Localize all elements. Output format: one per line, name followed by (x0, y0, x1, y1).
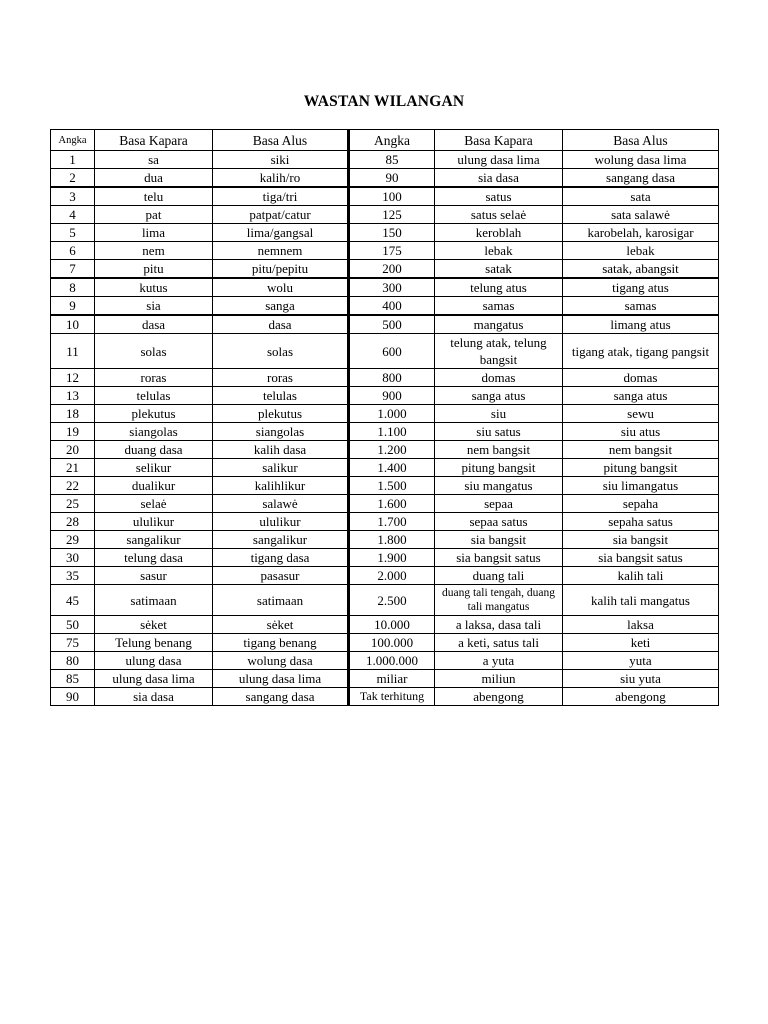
cell-basa-kapara-left: sia (95, 297, 213, 316)
cell-angka-left: 29 (51, 531, 95, 549)
cell-angka-right: Tak terhitung (349, 688, 435, 706)
cell-basa-alus-right: limang atus (563, 315, 719, 334)
cell-angka-right: 1.100 (349, 423, 435, 441)
cell-basa-kapara-left: telulas (95, 387, 213, 405)
cell-basa-alus-left: kalihlikur (213, 477, 349, 495)
cell-basa-alus-left: sangalikur (213, 531, 349, 549)
cell-angka-left: 5 (51, 224, 95, 242)
cell-angka-left: 28 (51, 513, 95, 531)
cell-angka-right: 10.000 (349, 616, 435, 634)
cell-basa-kapara-left: satimaan (95, 585, 213, 616)
table-row (51, 652, 719, 670)
cell-basa-kapara-left: telung dasa (95, 549, 213, 567)
cell-basa-alus-left: ululikur (213, 513, 349, 531)
cell-angka-right: 800 (349, 369, 435, 387)
cell-angka-left: 30 (51, 549, 95, 567)
cell-basa-alus-left: ulung dasa lima (213, 670, 349, 688)
number-names-table (50, 129, 719, 706)
cell-basa-kapara-right: satus selaė (435, 206, 563, 224)
cell-angka-left: 3 (51, 187, 95, 206)
cell-basa-alus-left: wolu (213, 278, 349, 297)
cell-basa-kapara-left: sasur (95, 567, 213, 585)
cell-angka-right: 1.000.000 (349, 652, 435, 670)
cell-basa-kapara-left: kutus (95, 278, 213, 297)
cell-basa-alus-right: sepaha satus (563, 513, 719, 531)
cell-basa-kapara-right: siu (435, 405, 563, 423)
cell-basa-alus-right: siu yuta (563, 670, 719, 688)
cell-basa-alus-right: pitung bangsit (563, 459, 719, 477)
cell-basa-alus-right: sata salawė (563, 206, 719, 224)
cell-angka-right: 2.500 (349, 585, 435, 616)
cell-angka-left: 8 (51, 278, 95, 297)
cell-basa-alus-right: domas (563, 369, 719, 387)
table-row (51, 387, 719, 405)
cell-basa-kapara-left: sangalikur (95, 531, 213, 549)
cell-angka-right: 175 (349, 242, 435, 260)
cell-basa-kapara-right: telung atus (435, 278, 563, 297)
table-row (51, 206, 719, 224)
cell-basa-alus-left: tigang benang (213, 634, 349, 652)
cell-angka-left: 75 (51, 634, 95, 652)
cell-angka-right: miliar (349, 670, 435, 688)
cell-basa-alus-left: nemnem (213, 242, 349, 260)
cell-angka-left: 45 (51, 585, 95, 616)
table-row (51, 459, 719, 477)
cell-angka-right: 2.000 (349, 567, 435, 585)
cell-basa-alus-left: siangolas (213, 423, 349, 441)
cell-angka-left: 1 (51, 151, 95, 169)
cell-angka-right: 1.600 (349, 495, 435, 513)
cell-basa-alus-right: sepaha (563, 495, 719, 513)
cell-basa-kapara-left: plekutus (95, 405, 213, 423)
cell-basa-alus-left: sangang dasa (213, 688, 349, 706)
cell-angka-left: 90 (51, 688, 95, 706)
cell-basa-alus-right: siu atus (563, 423, 719, 441)
cell-angka-right: 600 (349, 334, 435, 369)
cell-basa-alus-right: kalih tali (563, 567, 719, 585)
cell-basa-kapara-right: a keti, satus tali (435, 634, 563, 652)
table-header-row (51, 130, 719, 151)
cell-basa-kapara-right: a laksa, dasa tali (435, 616, 563, 634)
cell-angka-left: 50 (51, 616, 95, 634)
cell-basa-kapara-left: siangolas (95, 423, 213, 441)
cell-basa-alus-left: siki (213, 151, 349, 169)
cell-basa-kapara-right: lebak (435, 242, 563, 260)
cell-basa-alus-left: kalih/ro (213, 169, 349, 188)
header-basa-kapara-left: Basa Kapara (95, 130, 213, 151)
cell-basa-kapara-right: siu mangatus (435, 477, 563, 495)
cell-basa-kapara-left: dasa (95, 315, 213, 334)
cell-angka-left: 2 (51, 169, 95, 188)
cell-basa-alus-right: kalih tali mangatus (563, 585, 719, 616)
table-row (51, 369, 719, 387)
cell-angka-left: 6 (51, 242, 95, 260)
header-basa-alus-right: Basa Alus (563, 130, 719, 151)
table-row (51, 405, 719, 423)
table-row (51, 315, 719, 334)
cell-basa-alus-right: sanga atus (563, 387, 719, 405)
table-row (51, 495, 719, 513)
cell-angka-right: 1.000 (349, 405, 435, 423)
cell-angka-right: 300 (349, 278, 435, 297)
cell-basa-kapara-right: domas (435, 369, 563, 387)
table-row (51, 169, 719, 188)
cell-basa-alus-left: tigang dasa (213, 549, 349, 567)
cell-basa-alus-left: lima/gangsal (213, 224, 349, 242)
cell-basa-kapara-left: pitu (95, 260, 213, 279)
cell-angka-right: 90 (349, 169, 435, 188)
table-row (51, 567, 719, 585)
cell-basa-kapara-left: duang dasa (95, 441, 213, 459)
table-row (51, 549, 719, 567)
cell-basa-kapara-left: ulung dasa (95, 652, 213, 670)
cell-basa-kapara-left: nem (95, 242, 213, 260)
cell-basa-kapara-right: duang tali (435, 567, 563, 585)
cell-angka-left: 12 (51, 369, 95, 387)
table-row (51, 278, 719, 297)
cell-basa-kapara-right: samas (435, 297, 563, 316)
cell-basa-kapara-right: pitung bangsit (435, 459, 563, 477)
cell-basa-alus-left: dasa (213, 315, 349, 334)
table-row (51, 260, 719, 279)
cell-basa-alus-right: lebak (563, 242, 719, 260)
table-row (51, 297, 719, 316)
cell-basa-kapara-left: Telung benang (95, 634, 213, 652)
cell-angka-right: 1.700 (349, 513, 435, 531)
cell-basa-alus-left: telulas (213, 387, 349, 405)
header-basa-kapara-right: Basa Kapara (435, 130, 563, 151)
table-row (51, 477, 719, 495)
table-row (51, 441, 719, 459)
cell-angka-right: 400 (349, 297, 435, 316)
cell-basa-kapara-right: a yuta (435, 652, 563, 670)
cell-basa-kapara-right: siu satus (435, 423, 563, 441)
cell-basa-kapara-right: sia bangsit satus (435, 549, 563, 567)
cell-basa-kapara-left: sa (95, 151, 213, 169)
cell-basa-alus-left: tiga/tri (213, 187, 349, 206)
cell-angka-left: 7 (51, 260, 95, 279)
cell-basa-kapara-right: satak (435, 260, 563, 279)
cell-angka-right: 900 (349, 387, 435, 405)
cell-basa-alus-right: sata (563, 187, 719, 206)
table-body (51, 151, 719, 706)
table-row (51, 513, 719, 531)
cell-angka-right: 1.800 (349, 531, 435, 549)
cell-basa-kapara-right: sanga atus (435, 387, 563, 405)
cell-basa-alus-right: sangang dasa (563, 169, 719, 188)
cell-angka-left: 18 (51, 405, 95, 423)
cell-basa-alus-left: sanga (213, 297, 349, 316)
cell-basa-alus-left: solas (213, 334, 349, 369)
cell-angka-left: 19 (51, 423, 95, 441)
cell-angka-right: 500 (349, 315, 435, 334)
cell-basa-alus-right: yuta (563, 652, 719, 670)
cell-angka-left: 85 (51, 670, 95, 688)
cell-angka-left: 25 (51, 495, 95, 513)
cell-basa-alus-right: siu limangatus (563, 477, 719, 495)
table-row (51, 670, 719, 688)
cell-basa-kapara-right: miliun (435, 670, 563, 688)
cell-angka-left: 20 (51, 441, 95, 459)
table-row (51, 334, 719, 369)
cell-angka-left: 4 (51, 206, 95, 224)
cell-angka-right: 1.400 (349, 459, 435, 477)
cell-angka-left: 21 (51, 459, 95, 477)
cell-basa-alus-right: sia bangsit satus (563, 549, 719, 567)
cell-basa-kapara-right: sia dasa (435, 169, 563, 188)
cell-angka-right: 1.200 (349, 441, 435, 459)
cell-basa-alus-right: samas (563, 297, 719, 316)
cell-basa-kapara-right: satus (435, 187, 563, 206)
table-row (51, 187, 719, 206)
cell-basa-alus-right: tigang atak, tigang pangsit (563, 334, 719, 369)
table-row (51, 634, 719, 652)
cell-basa-alus-left: wolung dasa (213, 652, 349, 670)
cell-angka-right: 100 (349, 187, 435, 206)
table-row (51, 423, 719, 441)
cell-basa-kapara-left: roras (95, 369, 213, 387)
cell-basa-kapara-right: sepaa satus (435, 513, 563, 531)
cell-basa-alus-left: kalih dasa (213, 441, 349, 459)
cell-basa-alus-right: karobelah, karosigar (563, 224, 719, 242)
cell-basa-alus-right: tigang atus (563, 278, 719, 297)
cell-basa-alus-left: pitu/pepitu (213, 260, 349, 279)
cell-angka-right: 85 (349, 151, 435, 169)
cell-basa-kapara-right: mangatus (435, 315, 563, 334)
cell-basa-alus-right: satak, abangsit (563, 260, 719, 279)
cell-basa-kapara-left: solas (95, 334, 213, 369)
cell-angka-right: 125 (349, 206, 435, 224)
cell-basa-alus-right: keti (563, 634, 719, 652)
cell-basa-kapara-left: sia dasa (95, 688, 213, 706)
cell-basa-kapara-left: selikur (95, 459, 213, 477)
cell-basa-kapara-right: duang tali tengah, duang tali mangatus (435, 585, 563, 616)
cell-basa-alus-right: wolung dasa lima (563, 151, 719, 169)
cell-basa-kapara-right: abengong (435, 688, 563, 706)
cell-basa-kapara-left: pat (95, 206, 213, 224)
cell-basa-kapara-right: sepaa (435, 495, 563, 513)
cell-angka-left: 35 (51, 567, 95, 585)
cell-basa-kapara-left: dua (95, 169, 213, 188)
cell-basa-alus-right: nem bangsit (563, 441, 719, 459)
table-row (51, 531, 719, 549)
cell-basa-alus-left: salikur (213, 459, 349, 477)
cell-angka-right: 200 (349, 260, 435, 279)
cell-angka-right: 150 (349, 224, 435, 242)
cell-basa-kapara-right: nem bangsit (435, 441, 563, 459)
cell-angka-right: 100.000 (349, 634, 435, 652)
table-row (51, 224, 719, 242)
cell-basa-kapara-left: ululikur (95, 513, 213, 531)
cell-basa-alus-left: satimaan (213, 585, 349, 616)
cell-angka-left: 10 (51, 315, 95, 334)
cell-basa-alus-right: abengong (563, 688, 719, 706)
cell-basa-kapara-left: selaė (95, 495, 213, 513)
cell-angka-left: 13 (51, 387, 95, 405)
cell-basa-kapara-left: lima (95, 224, 213, 242)
cell-angka-right: 1.900 (349, 549, 435, 567)
cell-basa-alus-right: laksa (563, 616, 719, 634)
cell-angka-left: 22 (51, 477, 95, 495)
cell-basa-alus-left: roras (213, 369, 349, 387)
cell-basa-kapara-left: sėket (95, 616, 213, 634)
cell-basa-alus-left: plekutus (213, 405, 349, 423)
table-row (51, 585, 719, 616)
cell-basa-kapara-right: telung atak, telung bangsit (435, 334, 563, 369)
header-angka-left: Angka (51, 130, 95, 151)
table-row (51, 616, 719, 634)
table-row (51, 151, 719, 169)
cell-angka-left: 9 (51, 297, 95, 316)
cell-basa-kapara-right: ulung dasa lima (435, 151, 563, 169)
cell-angka-left: 11 (51, 334, 95, 369)
cell-basa-kapara-left: ulung dasa lima (95, 670, 213, 688)
cell-basa-alus-right: sia bangsit (563, 531, 719, 549)
cell-basa-alus-left: pasasur (213, 567, 349, 585)
table-row (51, 242, 719, 260)
cell-basa-kapara-left: dualikur (95, 477, 213, 495)
cell-angka-left: 80 (51, 652, 95, 670)
cell-angka-right: 1.500 (349, 477, 435, 495)
header-basa-alus-left: Basa Alus (213, 130, 349, 151)
cell-basa-kapara-right: sia bangsit (435, 531, 563, 549)
header-angka-right: Angka (349, 130, 435, 151)
table-row (51, 688, 719, 706)
page-title: WASTAN WILANGAN (303, 93, 465, 110)
cell-basa-alus-left: sėket (213, 616, 349, 634)
cell-basa-alus-left: salawė (213, 495, 349, 513)
cell-basa-alus-right: sewu (563, 405, 719, 423)
cell-basa-alus-left: patpat/catur (213, 206, 349, 224)
cell-basa-kapara-left: telu (95, 187, 213, 206)
cell-basa-kapara-right: keroblah (435, 224, 563, 242)
